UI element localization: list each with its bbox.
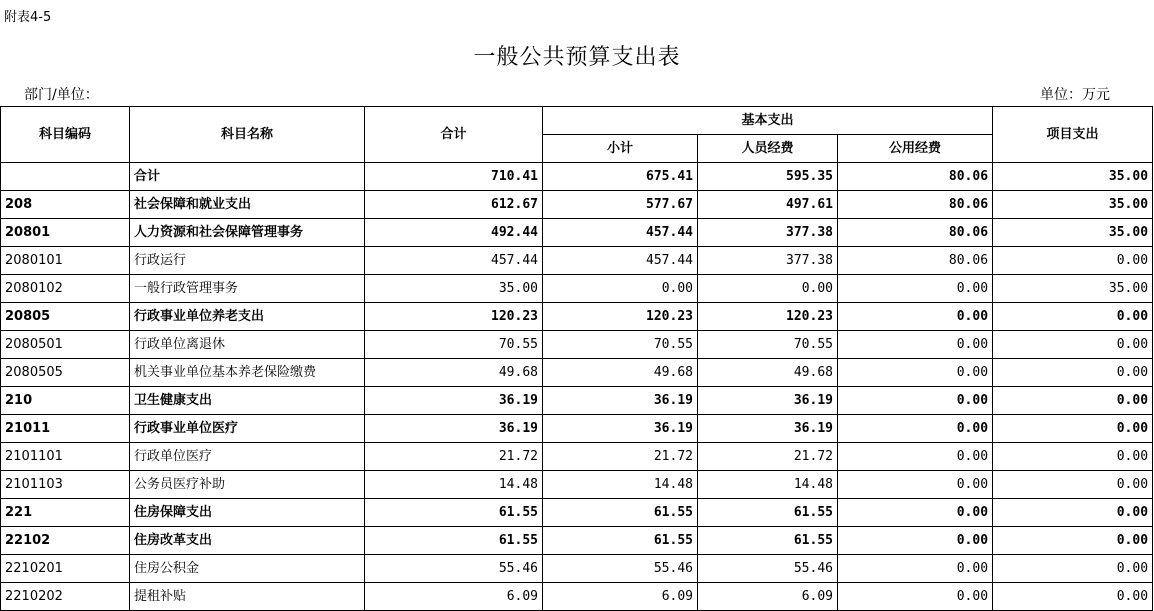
table-row <box>1 471 1153 499</box>
row-public: 0.00 <box>838 359 993 387</box>
row-personnel: 6.09 <box>698 583 838 611</box>
row-name: 一般行政管理事务 <box>130 275 365 303</box>
row-name: 住房公积金 <box>130 555 365 583</box>
row-total: 6.09 <box>365 583 543 611</box>
row-public: 80.06 <box>838 219 993 247</box>
row-name: 住房保障支出 <box>130 499 365 527</box>
row-personnel: 70.55 <box>698 331 838 359</box>
unit-label: 单位：万元 <box>1040 87 1110 103</box>
row-subtotal: 61.55 <box>543 527 698 555</box>
row-subtotal: 49.68 <box>543 359 698 387</box>
row-public: 0.00 <box>838 387 993 415</box>
row-total: 36.19 <box>365 415 543 443</box>
row-subtotal: 21.72 <box>543 443 698 471</box>
row-subtotal: 675.41 <box>543 163 698 191</box>
table-row <box>1 499 1153 527</box>
row-personnel: 377.38 <box>698 219 838 247</box>
row-name: 行政事业单位养老支出 <box>130 303 365 331</box>
row-subtotal: 457.44 <box>543 247 698 275</box>
row-total: 61.55 <box>365 527 543 555</box>
row-code: 210 <box>1 387 130 415</box>
row-total: 36.19 <box>365 387 543 415</box>
row-public: 80.06 <box>838 191 993 219</box>
row-project: 0.00 <box>993 583 1153 611</box>
row-public: 0.00 <box>838 331 993 359</box>
row-code <box>1 163 130 191</box>
row-subtotal: 36.19 <box>543 415 698 443</box>
row-personnel: 36.19 <box>698 415 838 443</box>
row-public: 0.00 <box>838 303 993 331</box>
row-name: 行政单位离退休 <box>130 331 365 359</box>
row-name: 卫生健康支出 <box>130 387 365 415</box>
row-code: 2101101 <box>1 443 130 471</box>
row-code: 2210202 <box>1 583 130 611</box>
row-name: 公务员医疗补助 <box>130 471 365 499</box>
row-public: 0.00 <box>838 527 993 555</box>
row-name: 行政运行 <box>130 247 365 275</box>
table-row <box>1 163 1153 191</box>
row-project: 35.00 <box>993 275 1153 303</box>
header-total: 合计 <box>365 107 543 163</box>
table-row <box>1 247 1153 275</box>
table-row <box>1 303 1153 331</box>
header-name: 科目名称 <box>130 107 365 163</box>
row-code: 2080102 <box>1 275 130 303</box>
table-row <box>1 387 1153 415</box>
table-row <box>1 275 1153 303</box>
row-name: 住房改革支出 <box>130 527 365 555</box>
row-total: 70.55 <box>365 331 543 359</box>
row-personnel: 21.72 <box>698 443 838 471</box>
row-subtotal: 120.23 <box>543 303 698 331</box>
row-public: 80.06 <box>838 163 993 191</box>
row-subtotal: 14.48 <box>543 471 698 499</box>
row-total: 492.44 <box>365 219 543 247</box>
row-public: 0.00 <box>838 499 993 527</box>
row-personnel: 497.61 <box>698 191 838 219</box>
row-subtotal: 36.19 <box>543 387 698 415</box>
page-title: 一般公共预算支出表 <box>473 45 681 70</box>
row-subtotal: 457.44 <box>543 219 698 247</box>
row-project: 35.00 <box>993 219 1153 247</box>
row-project: 35.00 <box>993 191 1153 219</box>
row-code: 208 <box>1 191 130 219</box>
budget-table <box>0 106 1153 611</box>
row-name: 合计 <box>130 163 365 191</box>
row-code: 2210201 <box>1 555 130 583</box>
row-total: 14.48 <box>365 471 543 499</box>
header-code: 科目编码 <box>1 107 130 163</box>
header-public: 公用经费 <box>838 135 993 163</box>
table-row <box>1 527 1153 555</box>
row-code: 21011 <box>1 415 130 443</box>
row-code: 221 <box>1 499 130 527</box>
header-basic: 基本支出 <box>543 107 993 135</box>
row-personnel: 595.35 <box>698 163 838 191</box>
row-project: 0.00 <box>993 387 1153 415</box>
row-project: 0.00 <box>993 555 1153 583</box>
row-personnel: 61.55 <box>698 499 838 527</box>
row-subtotal: 0.00 <box>543 275 698 303</box>
row-public: 0.00 <box>838 275 993 303</box>
row-personnel: 14.48 <box>698 471 838 499</box>
row-project: 35.00 <box>993 163 1153 191</box>
table-row <box>1 331 1153 359</box>
row-personnel: 55.46 <box>698 555 838 583</box>
table-row <box>1 219 1153 247</box>
header-project: 项目支出 <box>993 107 1153 163</box>
row-total: 61.55 <box>365 499 543 527</box>
row-total: 612.67 <box>365 191 543 219</box>
row-project: 0.00 <box>993 527 1153 555</box>
row-name: 提租补贴 <box>130 583 365 611</box>
row-code: 20805 <box>1 303 130 331</box>
row-public: 0.00 <box>838 471 993 499</box>
row-code: 22102 <box>1 527 130 555</box>
row-code: 2080501 <box>1 331 130 359</box>
row-subtotal: 55.46 <box>543 555 698 583</box>
row-subtotal: 6.09 <box>543 583 698 611</box>
row-public: 0.00 <box>838 443 993 471</box>
table-row <box>1 359 1153 387</box>
row-project: 0.00 <box>993 443 1153 471</box>
header-subtotal: 小计 <box>543 135 698 163</box>
department-label: 部门/单位： <box>24 87 99 103</box>
table-row <box>1 443 1153 471</box>
row-project: 0.00 <box>993 471 1153 499</box>
row-personnel: 49.68 <box>698 359 838 387</box>
row-public: 80.06 <box>838 247 993 275</box>
row-personnel: 61.55 <box>698 527 838 555</box>
row-total: 55.46 <box>365 555 543 583</box>
table-body <box>1 163 1153 611</box>
annex-label: 附表4-5 <box>4 10 52 25</box>
row-code: 2080505 <box>1 359 130 387</box>
row-code: 2080101 <box>1 247 130 275</box>
row-project: 0.00 <box>993 331 1153 359</box>
row-total: 35.00 <box>365 275 543 303</box>
row-project: 0.00 <box>993 247 1153 275</box>
row-project: 0.00 <box>993 359 1153 387</box>
row-personnel: 36.19 <box>698 387 838 415</box>
table-row <box>1 191 1153 219</box>
row-name: 机关事业单位基本养老保险缴费 <box>130 359 365 387</box>
table-header <box>1 107 1153 163</box>
row-project: 0.00 <box>993 415 1153 443</box>
row-total: 49.68 <box>365 359 543 387</box>
table-row <box>1 583 1153 611</box>
row-subtotal: 61.55 <box>543 499 698 527</box>
row-project: 0.00 <box>993 499 1153 527</box>
row-name: 行政单位医疗 <box>130 443 365 471</box>
row-name: 行政事业单位医疗 <box>130 415 365 443</box>
row-code: 2101103 <box>1 471 130 499</box>
row-public: 0.00 <box>838 415 993 443</box>
table-row <box>1 555 1153 583</box>
row-subtotal: 577.67 <box>543 191 698 219</box>
row-subtotal: 70.55 <box>543 331 698 359</box>
header-personnel: 人员经费 <box>698 135 838 163</box>
row-total: 457.44 <box>365 247 543 275</box>
row-name: 人力资源和社会保障管理事务 <box>130 219 365 247</box>
row-project: 0.00 <box>993 303 1153 331</box>
row-total: 21.72 <box>365 443 543 471</box>
row-name: 社会保障和就业支出 <box>130 191 365 219</box>
row-total: 120.23 <box>365 303 543 331</box>
row-personnel: 120.23 <box>698 303 838 331</box>
row-total: 710.41 <box>365 163 543 191</box>
row-public: 0.00 <box>838 583 993 611</box>
row-code: 20801 <box>1 219 130 247</box>
row-personnel: 0.00 <box>698 275 838 303</box>
table-row <box>1 415 1153 443</box>
row-personnel: 377.38 <box>698 247 838 275</box>
row-public: 0.00 <box>838 555 993 583</box>
